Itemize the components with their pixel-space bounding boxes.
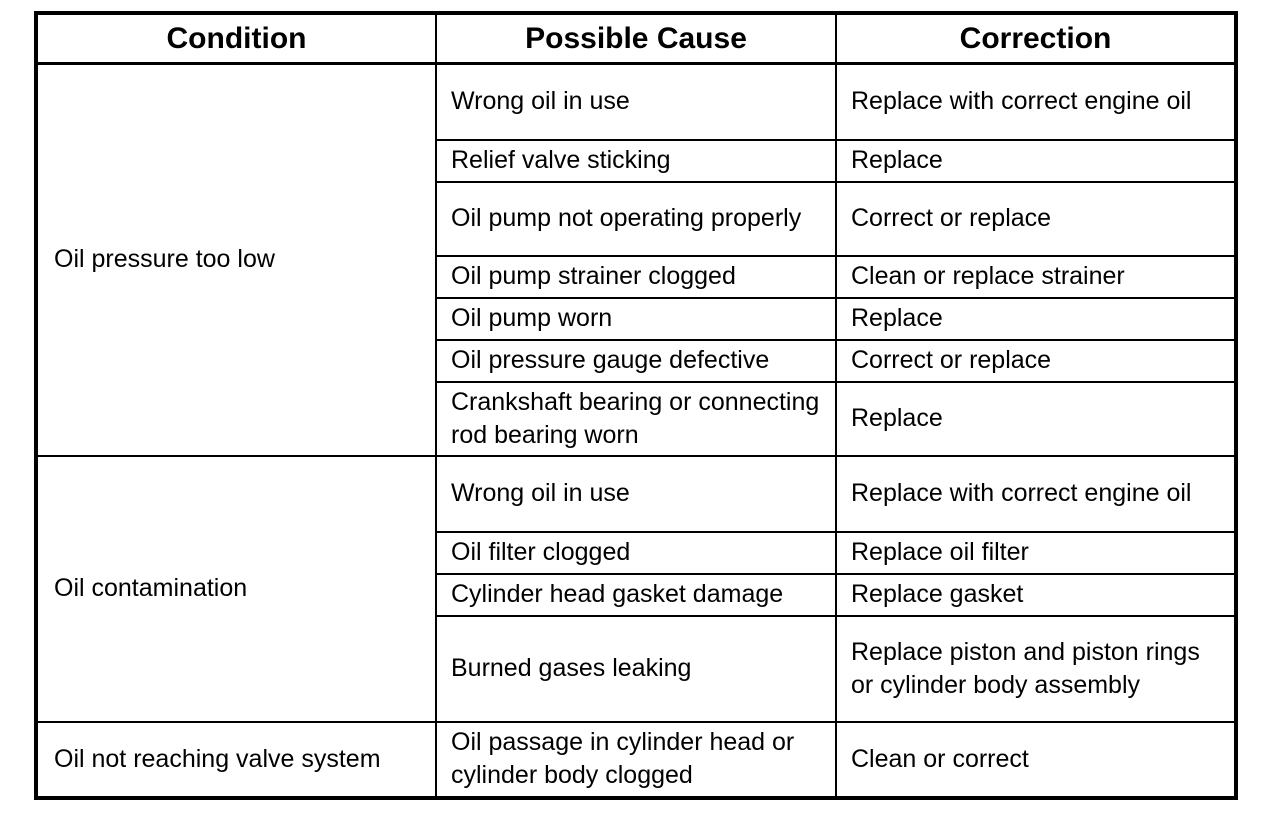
- table-row: [36, 456, 1236, 532]
- table-row: [36, 64, 1236, 140]
- troubleshooting-table: [34, 11, 1238, 800]
- cause-cell: Oil pressure gauge defective: [436, 340, 836, 382]
- correction-cell: Replace: [836, 382, 1236, 456]
- correction-cell: Replace: [836, 298, 1236, 340]
- correction-cell: Replace: [836, 140, 1236, 182]
- cause-cell: Wrong oil in use: [436, 456, 836, 532]
- condition-cell: Oil contamination: [36, 456, 436, 722]
- header-correction: Correction: [836, 13, 1236, 64]
- cause-cell: Oil pump strainer clogged: [436, 256, 836, 298]
- correction-cell: Correct or replace: [836, 340, 1236, 382]
- cause-cell: Oil filter clogged: [436, 532, 836, 574]
- correction-cell: Replace oil filter: [836, 532, 1236, 574]
- correction-cell: Replace with correct engine oil: [836, 64, 1236, 140]
- table-row: [36, 722, 1236, 798]
- condition-cell: Oil not reaching valve system: [36, 722, 436, 798]
- correction-cell: Replace gasket: [836, 574, 1236, 616]
- condition-cell: Oil pressure too low: [36, 64, 436, 456]
- correction-cell: Clean or replace strainer: [836, 256, 1236, 298]
- cause-cell: Burned gases leaking: [436, 616, 836, 722]
- header-row: [36, 13, 1236, 64]
- cause-cell: Crankshaft bearing or connecting rod bearing worn: [436, 382, 836, 456]
- cause-cell: Relief valve sticking: [436, 140, 836, 182]
- cause-cell: Oil pump worn: [436, 298, 836, 340]
- correction-cell: Replace piston and piston rings or cylinder body assembly: [836, 616, 1236, 722]
- cause-cell: Cylinder head gasket damage: [436, 574, 836, 616]
- cause-cell: Wrong oil in use: [436, 64, 836, 140]
- correction-cell: Correct or replace: [836, 182, 1236, 256]
- cause-cell: Oil passage in cylinder head or cylinder body clogged: [436, 722, 836, 798]
- header-condition: Condition: [36, 13, 436, 64]
- header-possible-cause: Possible Cause: [436, 13, 836, 64]
- cause-cell: Oil pump not operating properly: [436, 182, 836, 256]
- correction-cell: Clean or correct: [836, 722, 1236, 798]
- correction-cell: Replace with correct engine oil: [836, 456, 1236, 532]
